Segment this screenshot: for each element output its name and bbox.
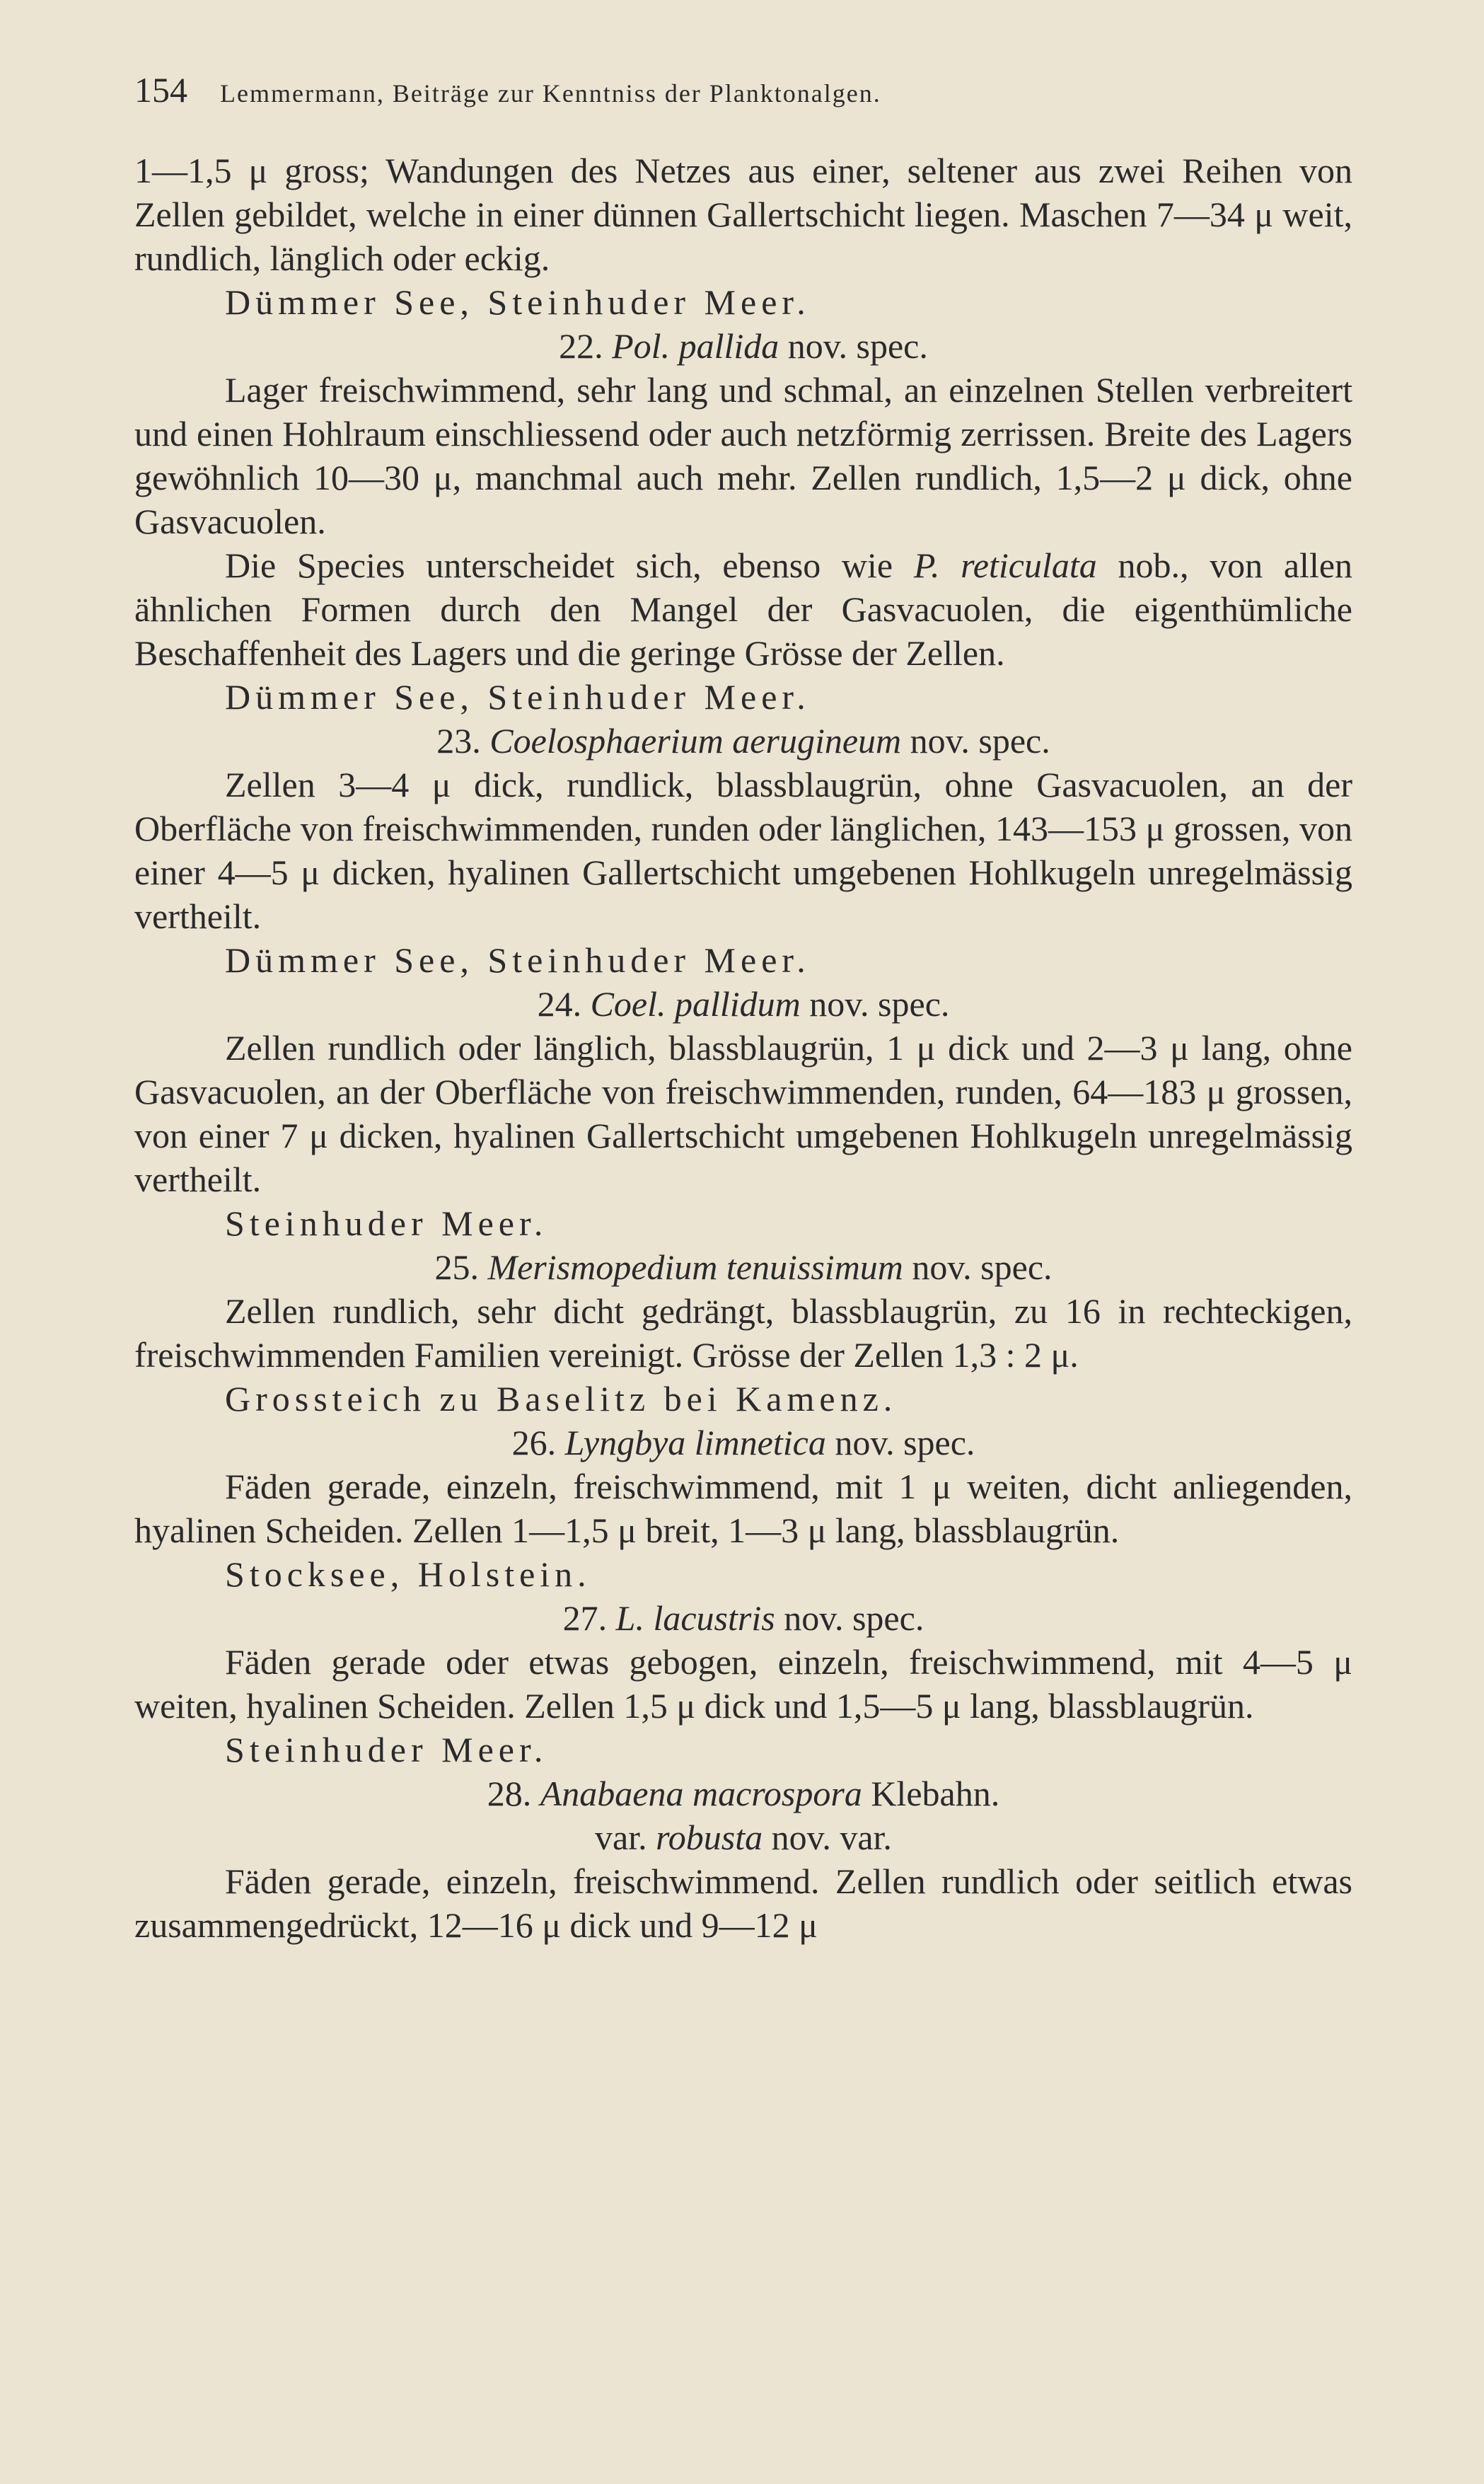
species-heading-25 xyxy=(134,1245,1352,1289)
species-name: Coelosphaerium aerugineum xyxy=(489,721,902,761)
paragraph: Lager freischwimmend, sehr lang und schmal, an einzelnen Stellen verbreitert und einen Hohlraum einschliessend oder auch netzförmig zerrissen. Breite des Lagers gewöhnlich 10—30 μ, manchmal auch mehr. Zellen rundlich, 1,5—2 μ dick, ohne Gasvacuolen. xyxy=(134,370,1352,541)
locality: Grossteich zu Baselitz bei Kamenz. xyxy=(225,1379,898,1419)
paragraph: Zellen 3—4 μ dick, rundlick, blassblaugrün, ohne Gasvacuolen, an der Oberfläche von freischwimmenden, runden oder länglichen, 143—153 μ grossen, von einer 4—5 μ dicken, hyalinen Gallertschicht umgebenen Hohlkugeln unregelmässig vertheilt. xyxy=(134,765,1352,936)
locality: Steinhuder Meer. xyxy=(225,1203,548,1243)
species-status: nov. spec. xyxy=(835,1423,975,1462)
species-name: L. lacustris xyxy=(615,1598,775,1638)
species-number: 25. xyxy=(434,1247,479,1287)
page-number: 154 xyxy=(134,70,187,110)
paragraph xyxy=(134,543,1352,675)
paragraph: Zellen rundlich oder länglich, blassblaugrün, 1 μ dick und 2—3 μ lang, ohne Gasvacuolen, an der Oberfläche von freischwimmenden, runden, 64—183 μ grossen, von einer 7 μ dicken, hyalinen Gallertschicht umgebenen Hohlkugeln unregelmässig vertheilt. xyxy=(134,1028,1352,1199)
locality: Steinhuder Meer. xyxy=(225,1730,548,1769)
paragraph: 1—1,5 μ gross; Wandungen des Netzes aus einer, seltener aus zwei Reihen von Zellen gebildet, welche in einer dünnen Gallertschicht liegen. Maschen 7—34 μ weit, rundlich, länglich oder eckig. xyxy=(134,151,1352,278)
species-name: Merismopedium tenuissimum xyxy=(487,1247,903,1287)
species-status: nov. spec. xyxy=(910,721,1050,761)
species-number: 26. xyxy=(511,1423,557,1462)
species-status: nov. spec. xyxy=(787,326,928,366)
species-status: nov. spec. xyxy=(912,1247,1053,1287)
paragraph: Fäden gerade oder etwas gebogen, einzeln, freischwimmend, mit 4—5 μ weiten, hyalinen Scheiden. Zellen 1,5 μ dick und 1,5—5 μ lang, blassblaugrün. xyxy=(134,1642,1352,1726)
species-heading-22 xyxy=(134,324,1352,368)
species-number: 22. xyxy=(559,326,603,366)
page-body xyxy=(134,149,1352,1947)
species-status: nov. spec. xyxy=(784,1598,924,1638)
species-number: 23. xyxy=(436,721,481,761)
running-title: Lemmermann, Beiträge zur Kenntniss der Planktonalgen. xyxy=(220,79,881,108)
text-run: nob., von allen ähnlichen Formen durch den Mangel der Gasvacuolen, die eigenthümliche Beschaffenheit des Lagers und die geringe Grösse der Zellen. xyxy=(134,545,1353,673)
species-name: Anabaena macrospora xyxy=(540,1774,862,1813)
variety-status: nov. var. xyxy=(771,1818,892,1857)
species-heading-28 xyxy=(134,1772,1352,1815)
variety-prefix: var. xyxy=(595,1818,647,1857)
species-author: Klebahn. xyxy=(871,1774,1000,1813)
locality: Dümmer See, Steinhuder Meer. xyxy=(225,282,811,322)
paragraph: Fäden gerade, einzeln, freischwimmend, mit 1 μ weiten, dicht anliegenden, hyalinen Scheiden. Zellen 1—1,5 μ breit, 1—3 μ lang, blassblaugrün. xyxy=(134,1467,1352,1550)
species-number: 28. xyxy=(487,1774,532,1813)
locality: Dümmer See, Steinhuder Meer. xyxy=(225,677,811,717)
species-name: Pol. pallida xyxy=(612,326,779,366)
paragraph: Fäden gerade, einzeln, freischwimmend. Zellen rundlich oder seitlich etwas zusammengedrückt, 12—16 μ dick und 9—12 μ xyxy=(134,1861,1352,1945)
variety-name: robusta xyxy=(656,1818,763,1857)
species-name: Lyngbya limnetica xyxy=(564,1423,826,1462)
species-heading-27 xyxy=(134,1596,1352,1640)
locality: Dümmer See, Steinhuder Meer. xyxy=(225,940,811,980)
paragraph: Zellen rundlich, sehr dicht gedrängt, blassblaugrün, zu 16 in rechteckigen, freischwimmenden Familien vereinigt. Grösse der Zellen 1,3 : 2 μ. xyxy=(134,1291,1352,1375)
text-run: Die Species unterscheidet sich, ebenso wie xyxy=(225,545,893,585)
species-number: 24. xyxy=(537,984,582,1024)
species-heading-24 xyxy=(134,982,1352,1026)
locality: Stocksee, Holstein. xyxy=(225,1554,591,1594)
species-reference: P. reticulata xyxy=(913,545,1097,585)
species-number: 27. xyxy=(562,1598,608,1638)
species-name: Coel. pallidum xyxy=(590,984,801,1024)
page-header xyxy=(134,69,1365,110)
species-status: nov. spec. xyxy=(809,984,950,1024)
species-heading-26 xyxy=(134,1421,1352,1465)
variety-heading xyxy=(134,1815,1352,1859)
species-heading-23 xyxy=(134,719,1352,763)
